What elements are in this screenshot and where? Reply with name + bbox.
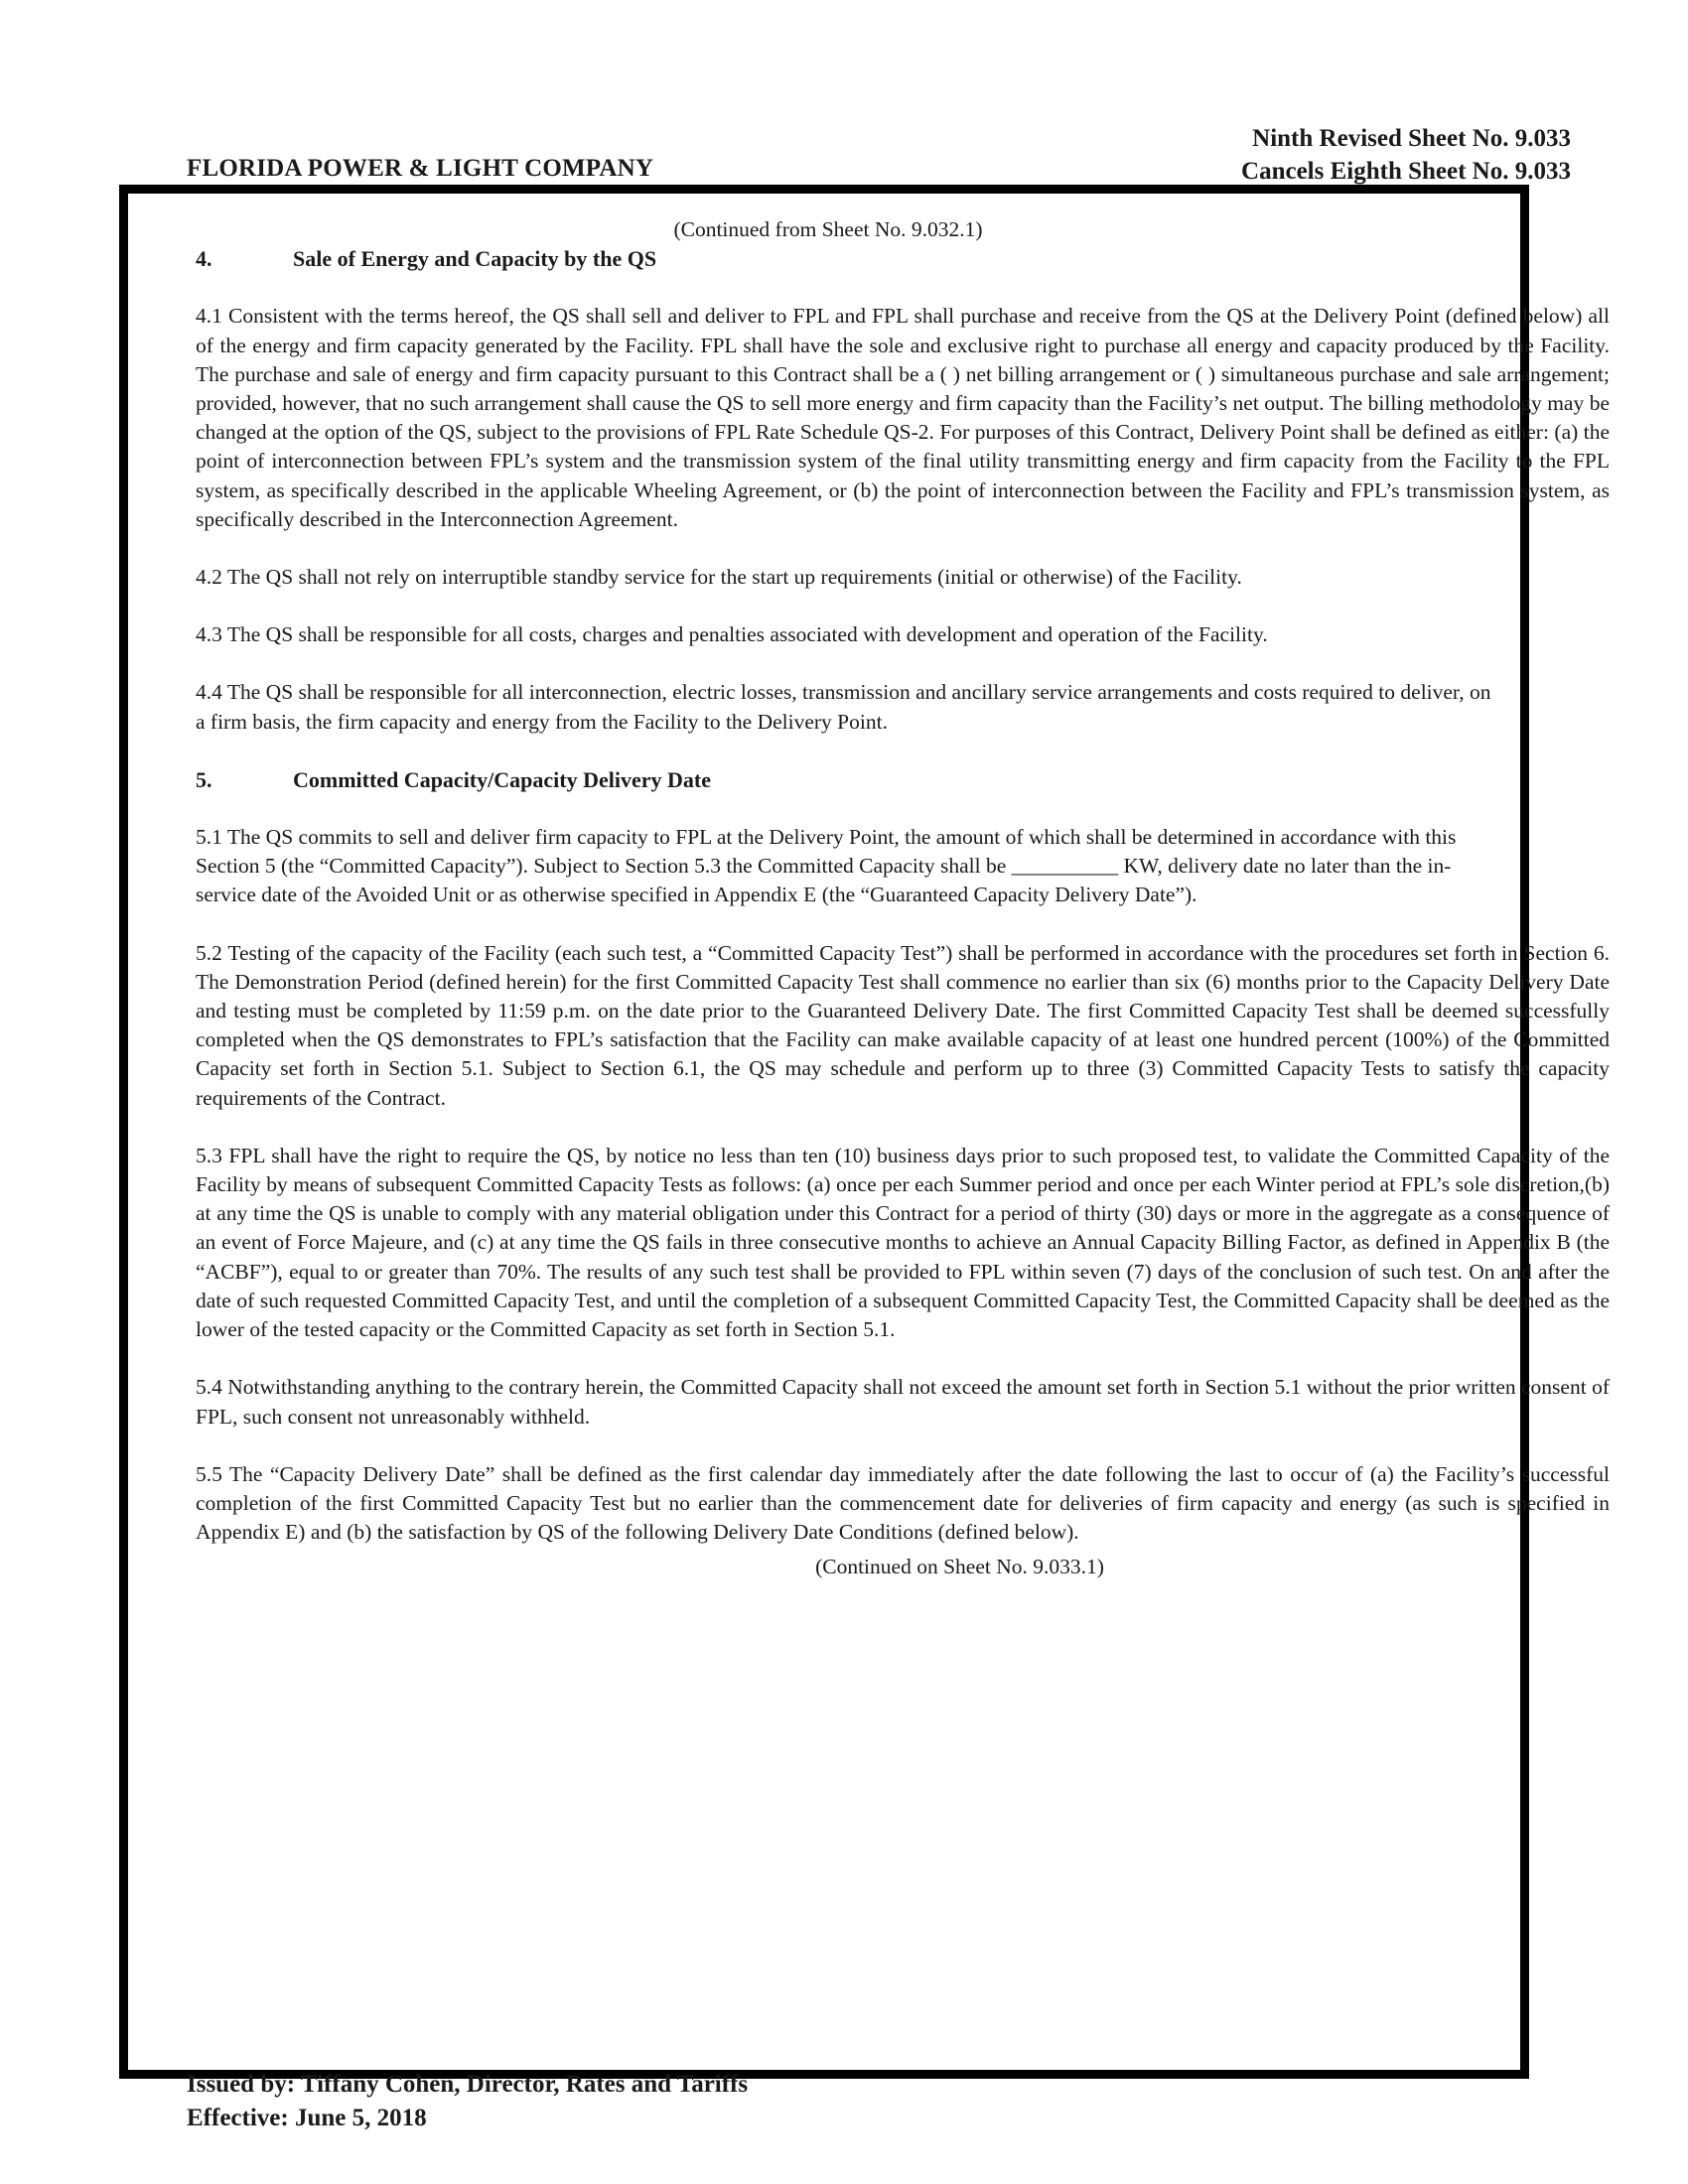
effective-date: Effective: June 5, 2018 xyxy=(187,2105,427,2131)
paragraph-4-2: 4.2 The QS shall not rely on interruptible standby service for the start up requirements (initial or otherwise) of the Facility. xyxy=(196,565,1242,590)
footer xyxy=(187,2068,748,2135)
section-5-number: 5. xyxy=(196,766,212,792)
paragraph-4-3: 4.3 The QS shall be responsible for all costs, charges and penalties associated with development and operation of the Facility. xyxy=(196,622,1268,647)
paragraph-5-5: 5.5 The “Capacity Delivery Date” shall be defined as the first calendar day immediately after the date following the last to occur of (a) the Facility’s successful completion of the first Committed Capacity Test but no earlier than the commencement date for deliveries of firm capacity and energy (as such is specified in Appendix E) and (b) the satisfaction by QS of the following Delivery Date Conditions (defined below). xyxy=(196,1461,1610,1545)
sheet-number: Ninth Revised Sheet No. 9.033 xyxy=(1252,125,1571,152)
document-frame xyxy=(119,185,1610,2079)
paragraph-4-1: 4.1 Consistent with the terms hereof, the QS shall sell and deliver to FPL and FPL shall purchase and receive from the QS at the Delivery Point (defined below) all of the energy and firm capacity generated by the Facility. FPL shall have the sole and exclusive right to purchase all energy and capacity produced by the Facility. The purchase and sale of energy and firm capacity pursuant to this Contract shall be a ( ) net billing arrangement or ( ) simultaneous purchase and sale arrangement; provided, however, that no such arrangement shall cause the QS to sell more energy and firm capacity than the Facility’s net output. The billing methodology may be changed at the option of the QS, subject to the provisions of FPL Rate Schedule QS-2. For purposes of this Contract, Delivery Point shall be defined as either: (a) the point of interconnection between FPL’s system and the transmission system of the final utility transmitting energy and firm capacity from the Facility to the FPL system, as specifically described in the applicable Wheeling Agreement, or (b) the point of interconnection between the Facility and FPL’s transmission system, as specifically described in the Interconnection Agreement. xyxy=(196,304,1610,531)
document-body xyxy=(196,215,1610,1603)
section-4-title: Sale of Energy and Capacity by the QS xyxy=(293,246,657,272)
sheet-info xyxy=(1241,122,1571,188)
continued-from: (Continued from Sheet No. 9.032.1) xyxy=(673,217,983,241)
paragraph-5-3: 5.3 FPL shall have the right to require the QS, by notice no less than ten (10) business days prior to such proposed test, to validate the Committed Capacity of the Facility by means of subsequent Committed Capacity Tests as follows: (a) once per each Summer period and once per each Winter period at FPL’s sole discretion,(b) at any time the QS is unable to comply with any material obligation under this Contract for a period of thirty (30) days or more in the aggregate as a consequence of an event of Force Majeure, and (c) at any time the QS fails in three consecutive months to achieve an Annual Capacity Billing Factor, as defined in Appendix B (the “ACBF”), equal to or greater than 70%. The results of any such test shall be provided to FPL within seven (7) days of the conclusion of such test. On and after the date of such requested Committed Capacity Test, and until the completion of a subsequent Committed Capacity Test, the Committed Capacity shall be deemed as the lower of the tested capacity or the Committed Capacity as set forth in Section 5.1. xyxy=(196,1143,1610,1342)
paragraph-4-4: 4.4 The QS shall be responsible for all interconnection, electric losses, transmission and ancillary service arrangements and costs required to deliver, on a firm basis, the firm capacity and energy from the Facility to the Delivery Point. xyxy=(196,680,1491,734)
section-5-heading xyxy=(196,765,1610,794)
paragraph-5-1: 5.1 The QS commits to sell and deliver firm capacity to FPL at the Delivery Point, the amount of which shall be determined in accordance with this Section 5 (the “Committed Capacity”). Subject to Section 5.3 the Committed Capacity shall be __________ KW, delivery date no later than the in-service date of the Avoided Unit or as otherwise specified in Appendix E (the “Guaranteed Capacity Delivery Date”). xyxy=(196,825,1457,907)
cancels-sheet: Cancels Eighth Sheet No. 9.033 xyxy=(1241,158,1571,185)
issued-by: Issued by: Tiffany Cohen, Director, Rates and Tariffs xyxy=(187,2071,749,2098)
section-4-heading xyxy=(196,244,1610,273)
section-5-title: Committed Capacity/Capacity Delivery Date xyxy=(293,766,711,792)
company-name: FLORIDA POWER & LIGHT COMPANY xyxy=(187,155,654,182)
continued-on: (Continued on Sheet No. 9.033.1) xyxy=(815,1555,1104,1579)
paragraph-5-4: 5.4 Notwithstanding anything to the contrary herein, the Committed Capacity shall not exceed the amount set forth in Section 5.1 without the prior written consent of FPL, such consent not unreasonably withheld. xyxy=(196,1375,1610,1429)
paragraph-5-2: 5.2 Testing of the capacity of the Facility (each such test, a “Committed Capacity Test”) shall be performed in accordance with the procedures set forth in Section 6. The Demonstration Period (defined herein) for the first Committed Capacity Test shall commence no earlier than six (6) months prior to the Capacity Delivery Date and testing must be completed by 11:59 p.m. on the date prior to the Guaranteed Delivery Date. The first Committed Capacity Test shall be deemed successfully completed when the QS demonstrates to FPL’s satisfaction that the Facility can make available capacity of at least one hundred percent (100%) of the Committed Capacity set forth in Section 5.1. Subject to Section 6.1, the QS may schedule and perform up to three (3) Committed Capacity Tests to satisfy the capacity requirements of the Contract. xyxy=(196,940,1610,1110)
section-4-number: 4. xyxy=(196,246,212,272)
